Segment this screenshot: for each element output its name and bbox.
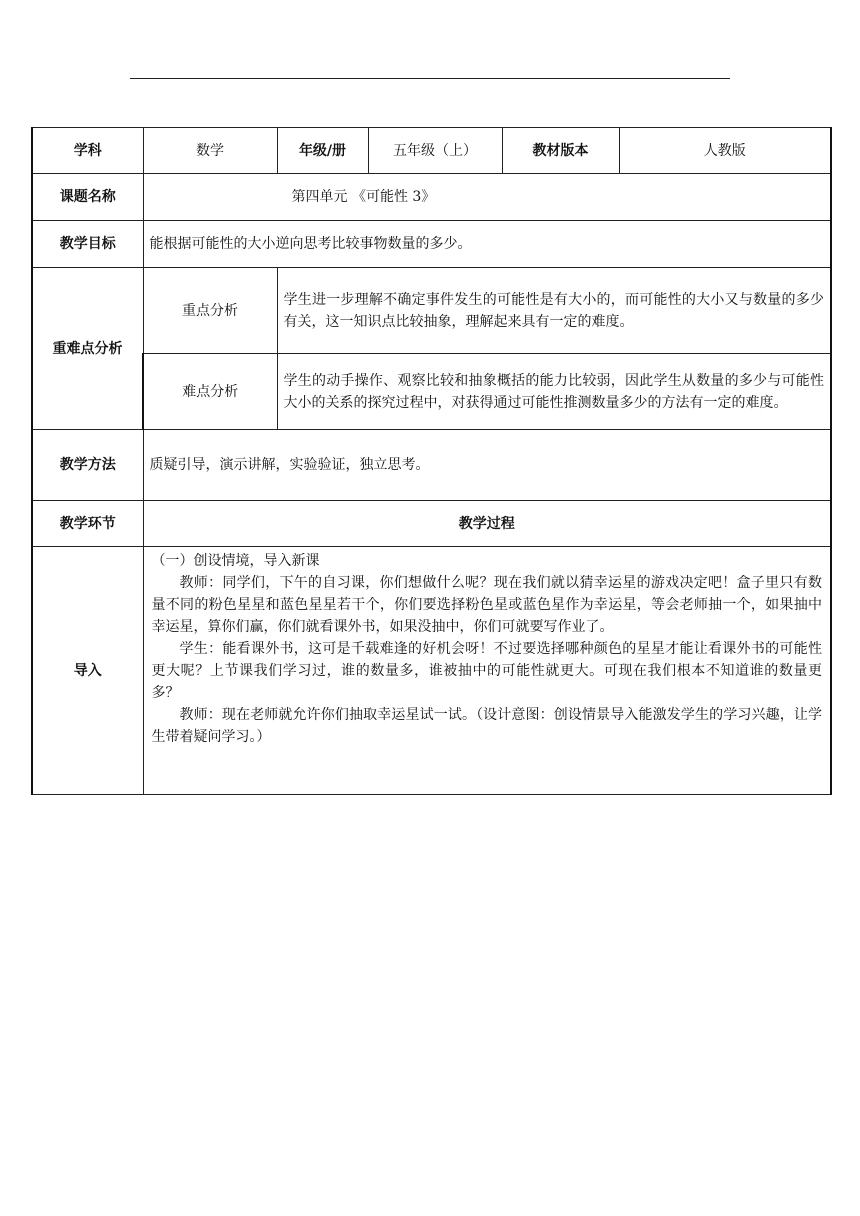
grade-value: 五年级（上） xyxy=(368,128,502,174)
teaching-goal-label: 教学目标 xyxy=(32,221,143,268)
edition-value: 人教版 xyxy=(619,128,831,174)
key-point-label: 重点分析 xyxy=(143,268,277,354)
title-row xyxy=(32,174,831,221)
key-point-text: 学生进一步理解不确定事件发生的可能性是有大小的，而可能性的大小又与数量的多少有关，这一知识点比较抽象，理解起来具有一定的难度。 xyxy=(277,268,831,354)
intro-paragraph-teacher-1: 教师：同学们，下午的自习课，你们想做什么呢？现在我们就以猜幸运星的游戏决定吧！盒子里只有数量不同的粉色星星和蓝色星星若干个，你们要选择粉色星或蓝色星作为幸运星，等会老师抽一个，如果抽中幸运星，算你们赢，你们就看课外书，如果没抽中，你们可就要写作业了。 xyxy=(151,575,822,635)
info-row xyxy=(32,128,831,174)
teaching-goal-value: 能根据可能性的大小逆向思考比较事物数量的多少。 xyxy=(143,221,831,268)
intro-paragraph-student: 学生：能看课外书，这可是千载难逢的好机会呀！不过要选择哪种颜色的星星才能让看课外书的可能性更大呢？上节课我们学习过，谁的数量多，谁被抽中的可能性就更大。可现在我们根本不知道谁的数量更多？ xyxy=(151,641,822,701)
teaching-stage-header: 教学环节 xyxy=(32,501,143,547)
header-rule xyxy=(130,78,730,79)
intro-label: 导入 xyxy=(32,547,143,795)
teaching-method-value: 质疑引导，演示讲解，实验验证，独立思考。 xyxy=(143,430,831,501)
grade-label: 年级/册 xyxy=(277,128,368,174)
intro-row xyxy=(32,547,831,795)
key-analysis-row xyxy=(32,268,831,354)
lesson-plan-table xyxy=(31,127,832,795)
difficult-point-label: 难点分析 xyxy=(143,354,277,430)
intro-content xyxy=(143,547,831,795)
intro-paragraph-teacher-2: 教师：现在老师就允许你们抽取幸运星试一试。（设计意图：创设情景导入能激发学生的学习兴趣，让学生带着疑问学习。） xyxy=(151,707,822,745)
lesson-title-value: 第四单元 《可能性 3》 xyxy=(143,174,831,221)
method-row xyxy=(32,430,831,501)
edition-label: 教材版本 xyxy=(502,128,619,174)
lesson-title-label: 课题名称 xyxy=(32,174,143,221)
intro-heading: （一）创设情境，导入新课 xyxy=(151,553,320,569)
teaching-method-label: 教学方法 xyxy=(32,430,143,501)
subject-value: 数学 xyxy=(143,128,277,174)
difficult-point-text: 学生的动手操作、观察比较和抽象概括的能力比较弱，因此学生从数量的多少与可能性大小的关系的探究过程中，对获得通过可能性推测数量多少的方法有一定的难度。 xyxy=(277,354,831,430)
analysis-label: 重难点分析 xyxy=(32,268,143,430)
subject-label: 学科 xyxy=(32,128,143,174)
teaching-process-header: 教学过程 xyxy=(143,501,831,547)
difficult-analysis-row xyxy=(32,354,831,430)
section-header-row xyxy=(32,501,831,547)
goal-row xyxy=(32,221,831,268)
